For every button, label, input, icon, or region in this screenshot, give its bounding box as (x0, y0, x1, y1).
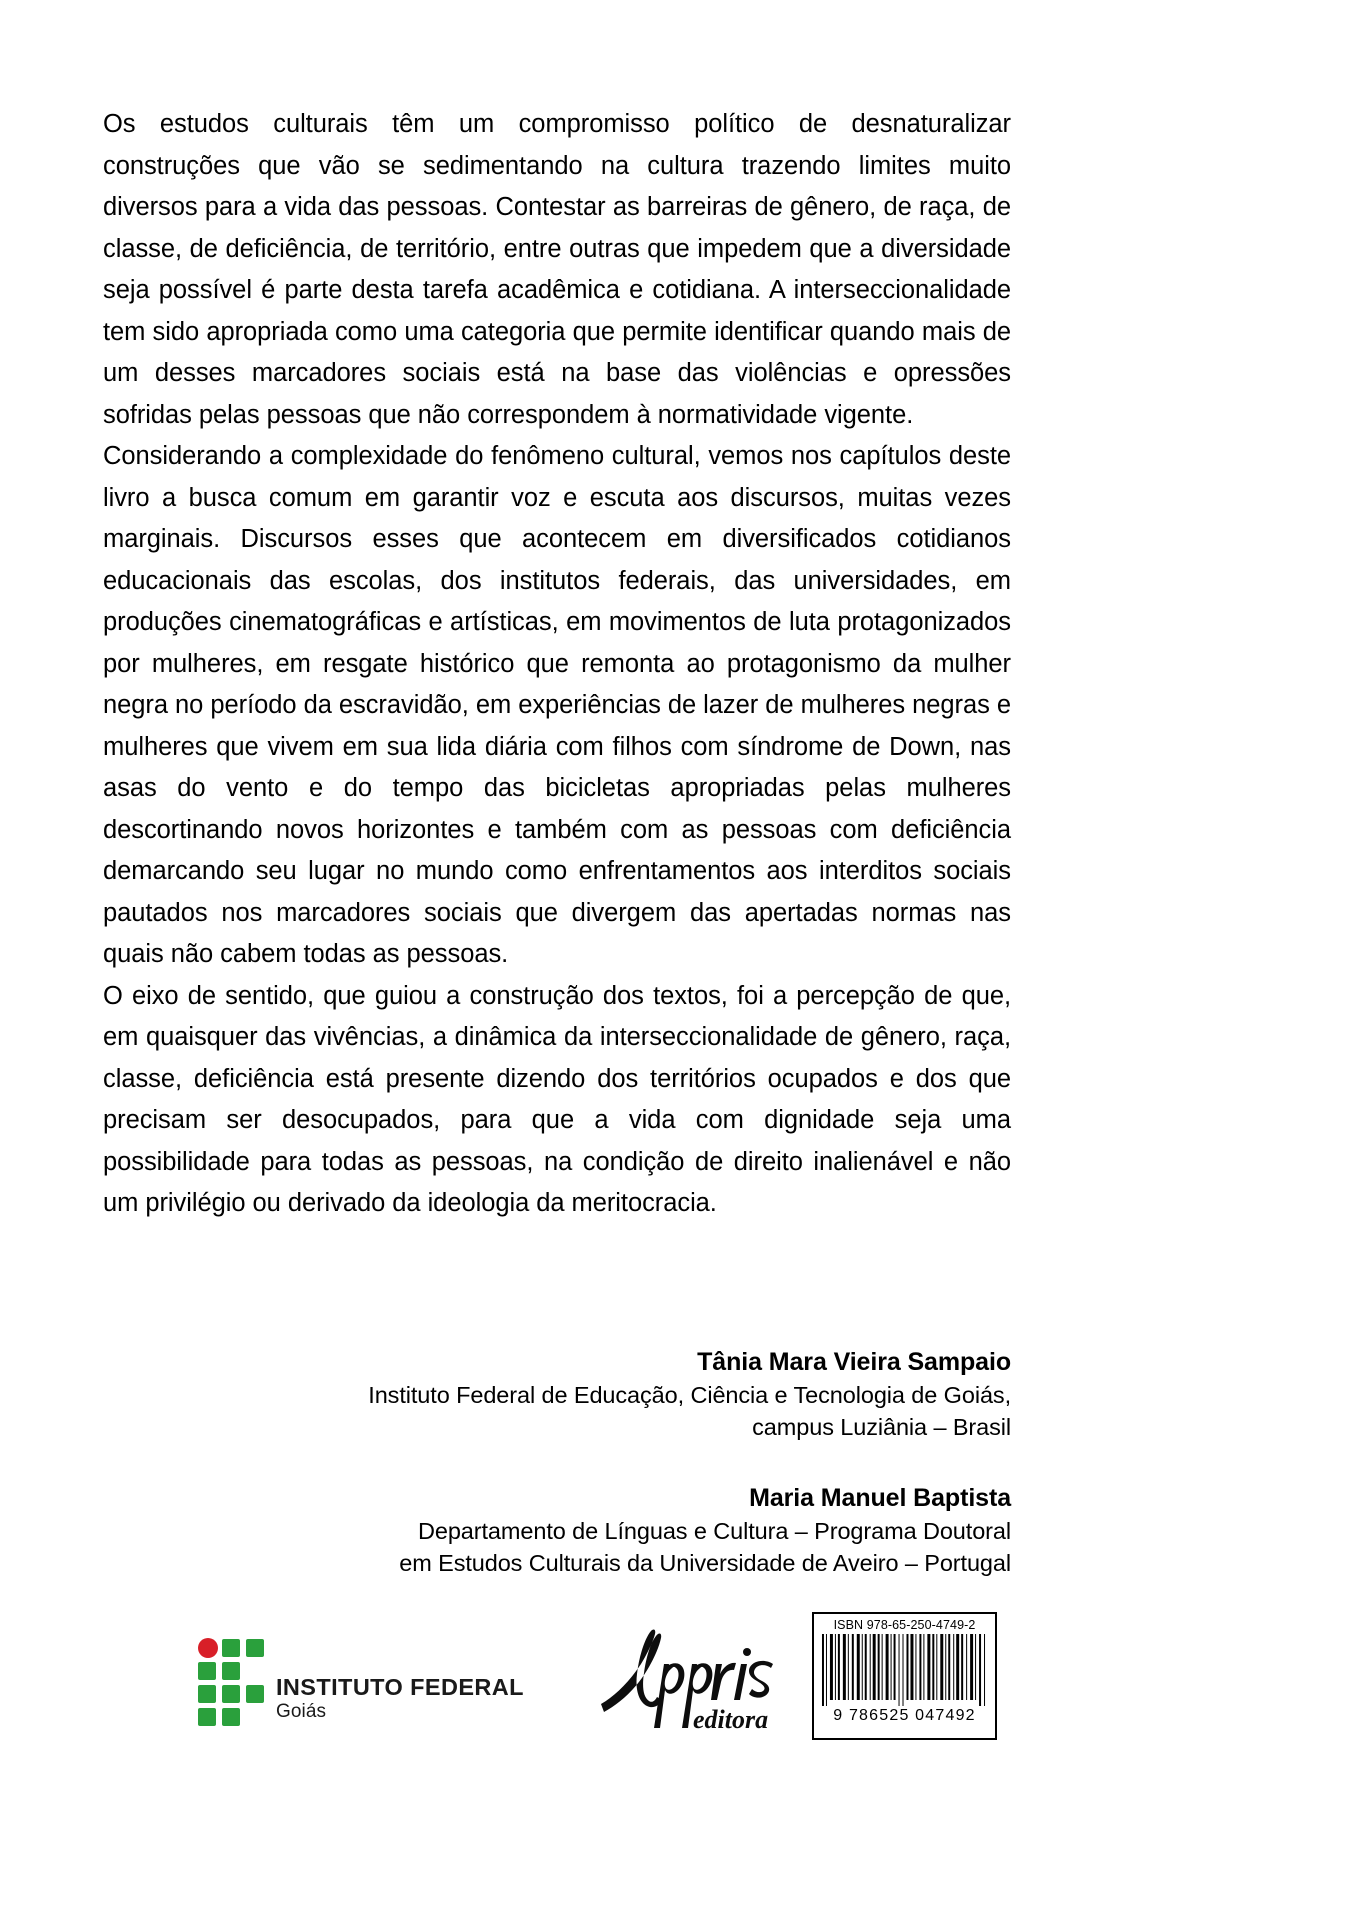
back-cover-blurb (103, 104, 1011, 1225)
instituto-federal-mark-icon (198, 1638, 264, 1726)
instituto-federal-wordmark (276, 1674, 524, 1726)
blurb-paragraph-1: Os estudos culturais têm um compromisso político de desnaturalizar construções que vão se sedimentando na cultura trazendo limites muito diversos para a vida das pessoas. Contestar as barreiras de gênero, de raça, de classe, de deficiência, de território, entre outras que impedem que a diversidade seja possível é parte desta tarefa acadêmica e cotidiana. A interseccionalidade tem sido apropriada como uma categoria que permite identificar quando mais de um desses marcadores sociais está na base das violências e opressões sofridas pelas pessoas que não correspondem à normatividade vigente. (103, 110, 1011, 429)
author-affiliation-2-line1: Departamento de Línguas e Cultura – Programa Doutoral (418, 1518, 1011, 1544)
signature-block-1 (103, 1345, 1011, 1443)
author-affiliation-2-line2: em Estudos Culturais da Universidade de Aveiro – Portugal (399, 1550, 1011, 1576)
barcode-icon (820, 1634, 989, 1706)
author-name-2: Maria Manuel Baptista (749, 1484, 1011, 1512)
logo-red-circle-icon (198, 1638, 218, 1658)
author-affiliation-1-line2: campus Luziânia – Brasil (752, 1414, 1011, 1440)
signature-block-2 (103, 1481, 1011, 1579)
instituto-federal-title: INSTITUTO FEDERAL (276, 1674, 524, 1700)
appris-publisher-logo (585, 1620, 795, 1740)
blurb-paragraph-3: O eixo de sentido, que guiou a construção dos textos, foi a percepção de que, em quaisquer das vivências, a dinâmica da interseccionalidade de gênero, raça, classe, deficiência está presente dizendo dos territórios ocupados e dos que precisam ser desocupados, para que a vida com dignidade seja uma possibilidade para todas as pessoas, na condição de direito inalienável e não um privilégio ou derivado da ideologia da meritocracia. (103, 981, 1011, 1217)
appris-tagline-text: editora (693, 1705, 769, 1734)
author-name-1: Tânia Mara Vieira Sampaio (697, 1348, 1011, 1376)
instituto-federal-subtitle: Goiás (276, 1701, 327, 1722)
isbn-label: ISBN 978-65-250-4749-2 (833, 1618, 976, 1632)
footer-logos (0, 1620, 1346, 1820)
isbn-ean-digits: 9 786525 047492 (833, 1707, 976, 1724)
instituto-federal-logo (198, 1638, 524, 1726)
author-signatures (103, 1345, 1011, 1579)
author-affiliation-1-line1: Instituto Federal de Educação, Ciência e Tecnologia de Goiás, (368, 1382, 1011, 1408)
appris-logo-icon (585, 1620, 795, 1740)
isbn-barcode-box (812, 1612, 997, 1740)
blurb-paragraph-2: Considerando a complexidade do fenômeno cultural, vemos nos capítulos deste livro a busca comum em garantir voz e escuta aos discursos, muitas vezes marginais. Discursos esses que acontecem em diversificados cotidianos educacionais das escolas, dos institutos federais, das universidades, em produções cinematográficas e artísticas, em movimentos de luta protagonizados por mulheres, em resgate histórico que remonta ao protagonismo da mulher negra no período da escravidão, em experiências de lazer de mulheres negras e mulheres que vivem em sua lida diária com filhos com síndrome de Down, nas asas do vento e do tempo das bicicletas apropriadas pelas mulheres descortinando novos horizontes e também com as pessoas com deficiência demarcando seu lugar no mundo como enfrentamentos aos interditos sociais pautados nos marcadores sociais que divergem das apertadas normas nas quais não cabem todas as pessoas. (103, 442, 1011, 968)
